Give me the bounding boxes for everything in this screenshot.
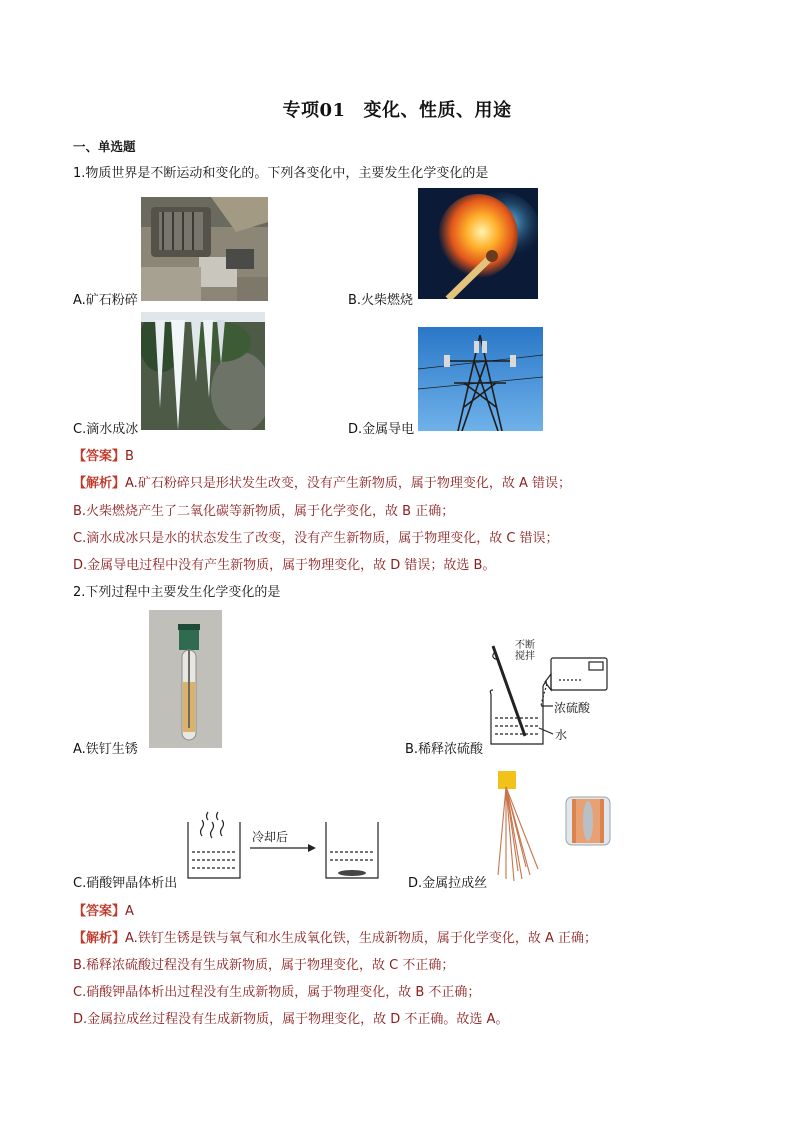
answer-value: A	[125, 904, 134, 919]
acid-label: 浓硫酸	[554, 701, 591, 715]
copper-wire-image	[492, 771, 615, 882]
q1-analysis-line-4: D.金属导电过程中没有产生新物质，属于物理变化，故 D 错误；故选 B。	[73, 558, 496, 573]
q2-option-a: A.铁钉生锈	[73, 742, 138, 757]
title-prefix: 专项	[282, 100, 320, 121]
dilution-diagram	[485, 636, 615, 748]
q1-option-d: D.金属导电	[348, 422, 415, 437]
stir-label-line-2: 搅拌	[515, 651, 535, 662]
analysis-text: A.铁钉生锈是铁与氧气和水生成氧化铁，生成新物质，属于化学变化，故 A 正确；	[125, 931, 597, 946]
section-heading: 一、单选题	[73, 139, 136, 154]
analysis-label: 【解析】	[73, 931, 126, 946]
rusty-nail-test-tube-image	[149, 610, 222, 748]
q2-answer	[73, 900, 134, 919]
stir-label	[515, 640, 535, 662]
ore-crusher-image	[141, 197, 268, 301]
stir-label-line-1: 不断	[515, 640, 535, 651]
page-title	[0, 96, 794, 122]
water-label: 水	[555, 728, 568, 742]
icicles-image	[141, 312, 265, 430]
answer-value: B	[125, 449, 134, 464]
answer-label: 【答案】	[73, 449, 126, 464]
q2-analysis-line-4: D.金属拉成丝过程没有生成新物质，属于物理变化，故 D 不正确。故选 A。	[73, 1012, 509, 1027]
answer-label: 【答案】	[73, 904, 126, 919]
analysis-text: A.矿石粉碎只是形状发生改变，没有产生新物质，属于物理变化，故 A 错误；	[125, 476, 571, 491]
q2-analysis-line-3: C.硝酸钾晶体析出过程没有生成新物质，属于物理变化，故 B 不正确；	[73, 985, 481, 1000]
q1-analysis-line-3: C.滴水成冰只是水的状态发生了改变，没有产生新物质，属于物理变化，故 C 错误；	[73, 531, 559, 546]
title-topic: 变化、性质、用途	[363, 100, 512, 121]
q2-option-d: D.金属拉成丝	[408, 876, 488, 891]
power-tower-image	[418, 327, 543, 431]
q2-stem: 2.下列过程中主要发生化学变化的是	[73, 585, 281, 600]
q1-option-c: C.滴水成冰	[73, 422, 139, 437]
q2-analysis-line-1	[73, 927, 597, 946]
q2-option-b: B.稀释浓硫酸	[405, 742, 484, 757]
q2-option-c: C.硝酸钾晶体析出	[73, 876, 178, 891]
q1-option-a: A.矿石粉碎	[73, 293, 138, 308]
analysis-label: 【解析】	[73, 476, 126, 491]
cooling-label: 冷却后	[252, 830, 289, 844]
q2-analysis-line-2: B.稀释浓硫酸过程没有生成新物质，属于物理变化，故 C 不正确；	[73, 958, 455, 973]
burning-match-image	[418, 188, 538, 299]
title-number: 01	[319, 100, 346, 121]
q1-answer	[73, 445, 134, 464]
crystallization-diagram	[184, 808, 386, 884]
q1-option-b: B.火柴燃烧	[348, 293, 414, 308]
q1-stem: 1.物质世界是不断运动和变化的。下列各变化中，主要发生化学变化的是	[73, 166, 489, 181]
q1-analysis-line-2: B.火柴燃烧产生了二氧化碳等新物质，属于化学变化，故 B 正确；	[73, 504, 455, 519]
q1-analysis-line-1	[73, 472, 571, 491]
